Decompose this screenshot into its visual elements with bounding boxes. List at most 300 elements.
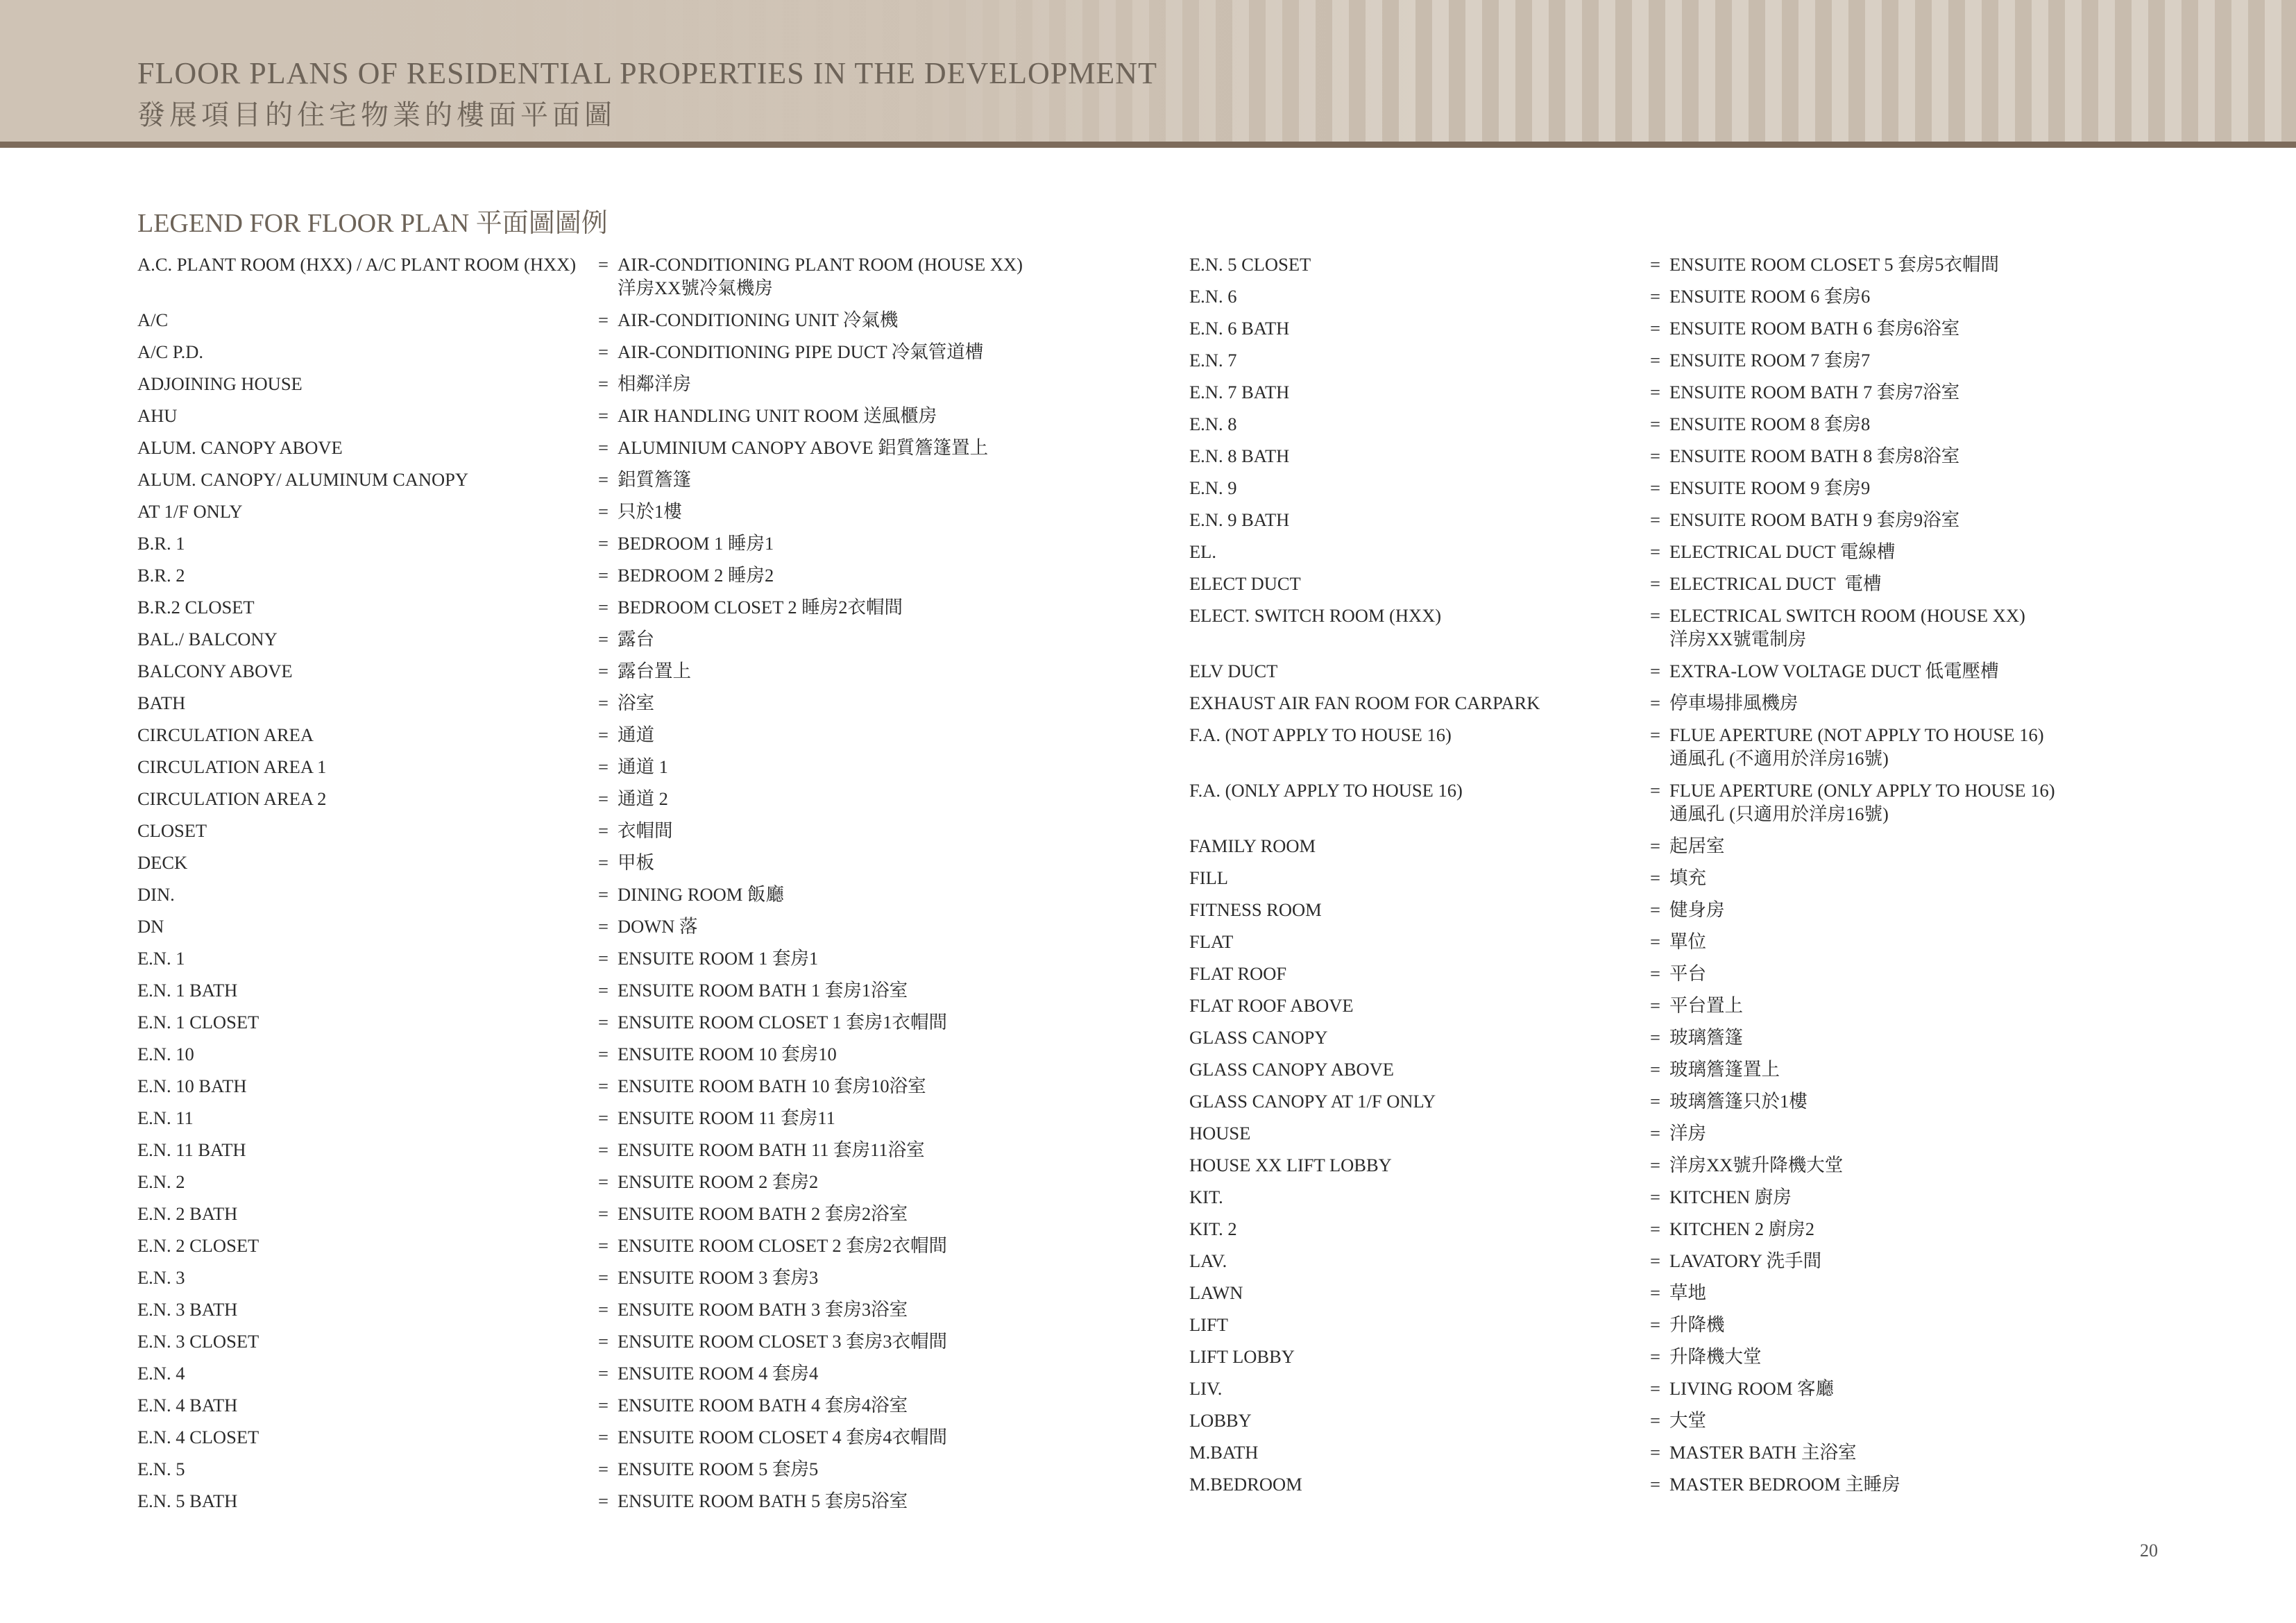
legend-term: FAMILY ROOM: [1189, 835, 1316, 856]
legend-equals-sign: =: [598, 1363, 609, 1384]
legend-equals-sign: =: [1650, 1314, 1660, 1335]
legend-equals-sign: =: [1650, 1187, 1660, 1207]
legend-equals-sign: =: [1650, 445, 1660, 466]
legend-entry: [1189, 1468, 2175, 1500]
legend-definition: ENSUITE ROOM 7 套房7: [1669, 350, 1871, 371]
legend-definition: 洋房XX號升降機大堂: [1669, 1155, 1844, 1175]
legend-term: A/C P.D.: [137, 341, 203, 362]
legend-entry: [1189, 344, 2175, 376]
legend-term: E.N. 3: [137, 1267, 185, 1288]
legend-entry: [1189, 600, 2175, 655]
legend-entry: [1189, 1181, 2175, 1213]
legend-term: LAV.: [1189, 1250, 1227, 1271]
legend-term: E.N. 10 BATH: [137, 1076, 247, 1096]
legend-entry: [1189, 894, 2175, 926]
legend-term: E.N. 8 BATH: [1189, 445, 1290, 466]
legend-equals-sign: =: [598, 341, 609, 362]
legend-definition: ENSUITE ROOM 8 套房8: [1669, 414, 1871, 434]
legend-definition: 健身房: [1669, 899, 1725, 920]
legend-entry: [137, 1389, 1157, 1421]
legend-definition: 通道 1: [618, 756, 668, 777]
legend-equals-sign: =: [598, 820, 609, 841]
legend-equals-sign: =: [1650, 414, 1660, 434]
legend-equals-sign: =: [598, 1235, 609, 1256]
legend-term: ADJOINING HOUSE: [137, 373, 303, 394]
legend-equals-sign: =: [1650, 661, 1660, 681]
legend-equals-sign: =: [1650, 1346, 1660, 1367]
legend-entry: [137, 1421, 1157, 1453]
legend-definition: 浴室: [618, 692, 654, 713]
legend-definition: ENSUITE ROOM 2 套房2: [618, 1171, 819, 1192]
legend-entry: [137, 1261, 1157, 1293]
legend-term: E.N. 7: [1189, 350, 1237, 371]
legend-term: LOBBY: [1189, 1410, 1252, 1431]
legend-entry: [1189, 862, 2175, 894]
legend-entry: [1189, 774, 2175, 830]
legend-equals-sign: =: [598, 533, 609, 554]
legend-entry: [137, 815, 1157, 847]
legend-definition: 起居室: [1669, 835, 1725, 856]
legend-term: ALUM. CANOPY ABOVE: [137, 437, 343, 458]
legend-equals-sign: =: [598, 1299, 609, 1320]
legend-entry: [137, 1102, 1157, 1134]
legend-entry: [1189, 504, 2175, 536]
legend-definition: ENSUITE ROOM BATH 10 套房10浴室: [618, 1076, 926, 1096]
legend-definition: ENSUITE ROOM 4 套房4: [618, 1363, 819, 1384]
legend-term: GLASS CANOPY ABOVE: [1189, 1059, 1394, 1080]
legend-entry: [137, 495, 1157, 527]
legend-term: E.N. 9: [1189, 477, 1237, 498]
legend-entry: [137, 464, 1157, 495]
legend-term: E.N. 4 BATH: [137, 1395, 238, 1416]
legend-equals-sign: =: [1650, 382, 1660, 402]
legend-term: DECK: [137, 852, 188, 873]
legend-term: E.N. 5 CLOSET: [1189, 254, 1311, 275]
legend-entry: [137, 527, 1157, 559]
legend-equals-sign: =: [598, 1203, 609, 1224]
legend-definition: 甲板: [618, 852, 654, 873]
legend-definition: 大堂: [1669, 1410, 1706, 1431]
legend-definition: AIR-CONDITIONING PLANT ROOM (HOUSE XX) 洋房XX號冷氣機房: [618, 254, 1023, 298]
legend-term: E.N. 1 BATH: [137, 980, 238, 1001]
legend-entry: [137, 751, 1157, 783]
legend-entry: [1189, 1309, 2175, 1341]
legend-term: E.N. 8: [1189, 414, 1237, 434]
legend-equals-sign: =: [598, 254, 609, 275]
header-divider: [0, 142, 2296, 148]
legend-term: GLASS CANOPY: [1189, 1027, 1328, 1048]
legend-entry: [1189, 830, 2175, 862]
legend-equals-sign: =: [598, 437, 609, 458]
legend-term: AT 1/F ONLY: [137, 501, 243, 522]
legend-entry: [137, 1230, 1157, 1261]
legend-entry: [1189, 1085, 2175, 1117]
legend-equals-sign: =: [598, 1331, 609, 1352]
legend-definition: 填充: [1669, 867, 1706, 888]
legend-equals-sign: =: [598, 1459, 609, 1479]
legend-entry: [137, 248, 1157, 304]
legend-equals-sign: =: [1650, 1410, 1660, 1431]
legend-term: FLAT ROOF: [1189, 963, 1287, 984]
legend-definition: 衣帽間: [618, 820, 673, 841]
legend-definition: 玻璃簷篷: [1669, 1027, 1743, 1048]
legend-term: DN: [137, 916, 164, 937]
legend-definition: EXTRA-LOW VOLTAGE DUCT 低電壓槽: [1669, 661, 1999, 681]
legend-term: E.N. 6: [1189, 286, 1237, 307]
legend-term: B.R.2 CLOSET: [137, 597, 255, 618]
legend-term: BAL./ BALCONY: [137, 629, 278, 649]
legend-term: E.N. 3 CLOSET: [137, 1331, 260, 1352]
legend-definition: 草地: [1669, 1282, 1706, 1303]
legend-term: BALCONY ABOVE: [137, 661, 293, 681]
legend-equals-sign: =: [1650, 1059, 1660, 1080]
legend-equals-sign: =: [1650, 1378, 1660, 1399]
legend-term: E.N. 11 BATH: [137, 1139, 246, 1160]
legend-definition: ENSUITE ROOM BATH 1 套房1浴室: [618, 980, 908, 1001]
legend-equals-sign: =: [1650, 1091, 1660, 1112]
legend-definition: ELECTRICAL SWITCH ROOM (HOUSE XX) 洋房XX號電制房: [1669, 605, 2025, 649]
legend-equals-sign: =: [598, 948, 609, 969]
legend-definition: ENSUITE ROOM BATH 2 套房2浴室: [618, 1203, 908, 1224]
page-title-en: FLOOR PLANS OF RESIDENTIAL PROPERTIES IN THE DEVELOPMENT: [137, 56, 1157, 90]
legend-term: E.N. 7 BATH: [1189, 382, 1290, 402]
legend-definition: DINING ROOM 飯廳: [618, 884, 784, 905]
legend-equals-sign: =: [598, 1076, 609, 1096]
legend-entry: [137, 1006, 1157, 1038]
legend-equals-sign: =: [598, 1171, 609, 1192]
legend-term: F.A. (ONLY APPLY TO HOUSE 16): [1189, 780, 1463, 801]
legend-column-right: [1189, 248, 2175, 1500]
legend-entry: [1189, 248, 2175, 280]
legend-equals-sign: =: [598, 916, 609, 937]
legend-entry: [1189, 1149, 2175, 1181]
legend-definition: ENSUITE ROOM 6 套房6: [1669, 286, 1871, 307]
legend-entry: [1189, 1245, 2175, 1277]
legend-definition: BEDROOM 1 睡房1: [618, 533, 774, 554]
legend-term: DIN.: [137, 884, 175, 905]
legend-entry: [1189, 312, 2175, 344]
legend-term: CIRCULATION AREA 2: [137, 788, 327, 809]
legend-equals-sign: =: [598, 1044, 609, 1064]
legend-column-left: [137, 248, 1157, 1517]
legend-entry: [137, 1485, 1157, 1517]
legend-equals-sign: =: [1650, 780, 1660, 801]
legend-definition: ENSUITE ROOM BATH 9 套房9浴室: [1669, 509, 1960, 530]
legend-term: E.N. 11: [137, 1107, 194, 1128]
legend-definition: ENSUITE ROOM 1 套房1: [618, 948, 819, 969]
legend-definition: AIR-CONDITIONING UNIT 冷氣機: [618, 309, 899, 330]
legend-term: FLAT: [1189, 931, 1234, 952]
legend-equals-sign: =: [598, 756, 609, 777]
legend-term: B.R. 1: [137, 533, 185, 554]
legend-entry: [137, 655, 1157, 687]
legend-entry: [1189, 1404, 2175, 1436]
legend-definition: 玻璃簷篷置上: [1669, 1059, 1780, 1080]
legend-term: GLASS CANOPY AT 1/F ONLY: [1189, 1091, 1436, 1112]
legend-equals-sign: =: [1650, 1218, 1660, 1239]
legend-term: A.C. PLANT ROOM (HXX) / A/C PLANT ROOM (HXX): [137, 254, 577, 275]
legend-equals-sign: =: [598, 788, 609, 809]
legend-equals-sign: =: [1650, 318, 1660, 339]
legend-term: KIT. 2: [1189, 1218, 1237, 1239]
legend-term: E.N. 5 BATH: [137, 1490, 238, 1511]
legend-equals-sign: =: [598, 884, 609, 905]
legend-equals-sign: =: [1650, 573, 1660, 594]
legend-definition: 相鄰洋房: [618, 373, 691, 394]
legend-entry: [1189, 568, 2175, 600]
legend-entry: [137, 1357, 1157, 1389]
legend-definition: ALUMINIUM CANOPY ABOVE 鋁質簷篷置上: [618, 437, 989, 458]
legend-term: M.BATH: [1189, 1442, 1259, 1463]
legend-definition: ENSUITE ROOM CLOSET 4 套房4衣帽間: [618, 1427, 948, 1447]
legend-term: EL.: [1189, 541, 1216, 562]
legend-entry: [1189, 280, 2175, 312]
legend-entry: [137, 1070, 1157, 1102]
legend-term: ALUM. CANOPY/ ALUMINUM CANOPY: [137, 469, 469, 490]
legend-definition: 平台置上: [1669, 995, 1743, 1016]
legend-definition: 升降機大堂: [1669, 1346, 1762, 1367]
legend-term: E.N. 1 CLOSET: [137, 1012, 260, 1033]
legend-definition: 洋房: [1669, 1123, 1706, 1144]
legend-entry: [137, 783, 1157, 815]
legend-entry: [1189, 926, 2175, 958]
legend-definition: ENSUITE ROOM BATH 11 套房11浴室: [618, 1139, 925, 1160]
legend-entry: [137, 336, 1157, 368]
legend-definition: ENSUITE ROOM 9 套房9: [1669, 477, 1871, 498]
legend-term: LAWN: [1189, 1282, 1243, 1303]
legend-definition: ENSUITE ROOM BATH 8 套房8浴室: [1669, 445, 1960, 466]
page-header: [0, 0, 2296, 142]
legend-definition: 通道 2: [618, 788, 668, 809]
legend-definition: MASTER BATH 主浴室: [1669, 1442, 1857, 1463]
legend-equals-sign: =: [598, 309, 609, 330]
legend-entry: [137, 559, 1157, 591]
legend-definition: 單位: [1669, 931, 1706, 952]
legend-equals-sign: =: [598, 597, 609, 618]
legend-equals-sign: =: [1650, 724, 1660, 745]
legend-definition: ENSUITE ROOM BATH 5 套房5浴室: [618, 1490, 908, 1511]
legend-equals-sign: =: [1650, 509, 1660, 530]
legend-equals-sign: =: [1650, 1027, 1660, 1048]
legend-equals-sign: =: [598, 565, 609, 586]
legend-equals-sign: =: [1650, 286, 1660, 307]
legend-entry: [137, 400, 1157, 432]
legend-equals-sign: =: [1650, 350, 1660, 371]
legend-term: E.N. 4: [137, 1363, 185, 1384]
legend-entry: [137, 878, 1157, 910]
legend-entry: [1189, 1117, 2175, 1149]
legend-definition: 露台: [618, 629, 654, 649]
legend-equals-sign: =: [598, 980, 609, 1001]
legend-definition: ENSUITE ROOM CLOSET 2 套房2衣帽間: [618, 1235, 948, 1256]
legend-entry: [1189, 376, 2175, 408]
legend-entry: [137, 910, 1157, 942]
legend-term: FLAT ROOF ABOVE: [1189, 995, 1354, 1016]
legend-definition: 平台: [1669, 963, 1706, 984]
legend-entry: [1189, 1436, 2175, 1468]
page-title-zh: 發展項目的住宅物業的樓面平面圖: [137, 99, 616, 130]
legend-entry: [137, 942, 1157, 974]
legend-entry: [137, 687, 1157, 719]
legend-equals-sign: =: [598, 1490, 609, 1511]
legend-equals-sign: =: [598, 629, 609, 649]
legend-equals-sign: =: [598, 852, 609, 873]
legend-definition: ENSUITE ROOM BATH 7 套房7浴室: [1669, 382, 1960, 402]
legend-entry: [1189, 1277, 2175, 1309]
legend-definition: 通道: [618, 724, 654, 745]
legend-equals-sign: =: [1650, 995, 1660, 1016]
legend-definition: ENSUITE ROOM BATH 4 套房4浴室: [618, 1395, 908, 1416]
legend-equals-sign: =: [1650, 963, 1660, 984]
legend-definition: LAVATORY 洗手間: [1669, 1250, 1822, 1271]
legend-entry: [1189, 440, 2175, 472]
legend-definition: LIVING ROOM 客廳: [1669, 1378, 1835, 1399]
legend-entry: [137, 719, 1157, 751]
legend-equals-sign: =: [598, 373, 609, 394]
legend-definition: KITCHEN 2 廚房2: [1669, 1218, 1815, 1239]
legend-equals-sign: =: [598, 1427, 609, 1447]
legend-entry: [137, 1166, 1157, 1198]
legend-equals-sign: =: [1650, 1442, 1660, 1463]
legend-entry: [1189, 1021, 2175, 1053]
legend-equals-sign: =: [1650, 1282, 1660, 1303]
legend-term: FILL: [1189, 867, 1228, 888]
legend-definition: 露台置上: [618, 661, 691, 681]
legend-equals-sign: =: [598, 1395, 609, 1416]
legend-equals-sign: =: [598, 469, 609, 490]
legend-equals-sign: =: [598, 405, 609, 426]
legend-definition: 鋁質簷篷: [618, 469, 691, 490]
legend-term: F.A. (NOT APPLY TO HOUSE 16): [1189, 724, 1452, 745]
legend-definition: KITCHEN 廚房: [1669, 1187, 1792, 1207]
legend-entry: [1189, 719, 2175, 774]
legend-definition: ENSUITE ROOM BATH 3 套房3浴室: [618, 1299, 908, 1320]
legend-term: LIFT: [1189, 1314, 1228, 1335]
legend-term: E.N. 1: [137, 948, 185, 969]
legend-entry: [137, 591, 1157, 623]
legend-definition: 升降機: [1669, 1314, 1725, 1335]
legend-definition: ENSUITE ROOM CLOSET 3 套房3衣帽間: [618, 1331, 948, 1352]
legend-entry: [1189, 655, 2175, 687]
legend-entry: [1189, 1341, 2175, 1373]
legend-term: FITNESS ROOM: [1189, 899, 1322, 920]
legend-term: AHU: [137, 405, 178, 426]
legend-definition: FLUE APERTURE (NOT APPLY TO HOUSE 16) 通風孔 (不適用於洋房16號): [1669, 724, 2044, 769]
legend-equals-sign: =: [1650, 1250, 1660, 1271]
legend-term: LIFT LOBBY: [1189, 1346, 1295, 1367]
legend-entry: [137, 304, 1157, 336]
legend-equals-sign: =: [598, 724, 609, 745]
legend-entry: [1189, 536, 2175, 568]
legend-definition: ENSUITE ROOM 11 套房11: [618, 1107, 835, 1128]
legend-equals-sign: =: [1650, 254, 1660, 275]
legend-term: BATH: [137, 692, 186, 713]
legend-definition: ELECTRICAL DUCT 電線槽: [1669, 541, 1896, 562]
legend-equals-sign: =: [598, 1107, 609, 1128]
legend-definition: DOWN 落: [618, 916, 698, 937]
legend-entry: [137, 368, 1157, 400]
legend-equals-sign: =: [1650, 605, 1660, 626]
legend-entry: [137, 847, 1157, 878]
legend-equals-sign: =: [598, 1139, 609, 1160]
legend-entry: [137, 1038, 1157, 1070]
legend-definition: 只於1樓: [618, 501, 682, 522]
legend-term: B.R. 2: [137, 565, 185, 586]
legend-definition: BEDROOM 2 睡房2: [618, 565, 774, 586]
legend-equals-sign: =: [598, 661, 609, 681]
legend-definition: AIR-CONDITIONING PIPE DUCT 冷氣管道槽: [618, 341, 984, 362]
legend-definition: FLUE APERTURE (ONLY APPLY TO HOUSE 16) 通風孔 (只適用於洋房16號): [1669, 780, 2055, 824]
legend-entry: [137, 432, 1157, 464]
legend-equals-sign: =: [1650, 867, 1660, 888]
legend-definition: ENSUITE ROOM CLOSET 5 套房5衣帽間: [1669, 254, 2000, 275]
legend-entry: [1189, 989, 2175, 1021]
legend-equals-sign: =: [1650, 477, 1660, 498]
legend-entry: [137, 1134, 1157, 1166]
legend-entry: [1189, 408, 2175, 440]
legend-equals-sign: =: [1650, 1123, 1660, 1144]
legend-definition: ENSUITE ROOM 10 套房10: [618, 1044, 837, 1064]
legend-term: KIT.: [1189, 1187, 1223, 1207]
legend-term: E.N. 10: [137, 1044, 194, 1064]
legend-term: E.N. 2: [137, 1171, 185, 1192]
legend-entry: [137, 623, 1157, 655]
legend-equals-sign: =: [598, 501, 609, 522]
legend-definition: ENSUITE ROOM BATH 6 套房6浴室: [1669, 318, 1960, 339]
legend-term: ELECT. SWITCH ROOM (HXX): [1189, 605, 1442, 626]
legend-term: E.N. 4 CLOSET: [137, 1427, 260, 1447]
legend-term: LIV.: [1189, 1378, 1223, 1399]
legend-entry: [137, 1293, 1157, 1325]
legend-equals-sign: =: [598, 692, 609, 713]
legend-term: M.BEDROOM: [1189, 1474, 1302, 1495]
legend-term: E.N. 6 BATH: [1189, 318, 1290, 339]
page-number: 20: [2140, 1540, 2158, 1561]
legend-equals-sign: =: [1650, 692, 1660, 713]
legend-definition: ENSUITE ROOM CLOSET 1 套房1衣帽間: [618, 1012, 948, 1033]
legend-entry: [1189, 472, 2175, 504]
legend-definition: ENSUITE ROOM 3 套房3: [618, 1267, 819, 1288]
legend-term: ELECT DUCT: [1189, 573, 1301, 594]
legend-term: E.N. 3 BATH: [137, 1299, 238, 1320]
legend-definition: ELECTRICAL DUCT 電槽: [1669, 573, 1882, 594]
legend-equals-sign: =: [1650, 1155, 1660, 1175]
legend-entry: [137, 1325, 1157, 1357]
legend-term: EXHAUST AIR FAN ROOM FOR CARPARK: [1189, 692, 1540, 713]
legend-title: LEGEND FOR FLOOR PLAN 平面圖圖例: [137, 209, 608, 238]
legend-entry: [137, 1198, 1157, 1230]
legend-term: E.N. 2 BATH: [137, 1203, 238, 1224]
legend-entry: [1189, 1053, 2175, 1085]
legend-term: HOUSE: [1189, 1123, 1251, 1144]
legend-equals-sign: =: [598, 1012, 609, 1033]
legend-term: HOUSE XX LIFT LOBBY: [1189, 1155, 1392, 1175]
legend-term: E.N. 5: [137, 1459, 185, 1479]
legend-term: A/C: [137, 309, 169, 330]
legend-entry: [137, 974, 1157, 1006]
legend-equals-sign: =: [1650, 541, 1660, 562]
legend-entry: [1189, 1213, 2175, 1245]
legend-entry: [1189, 1373, 2175, 1404]
legend-term: ELV DUCT: [1189, 661, 1278, 681]
legend-term: E.N. 9 BATH: [1189, 509, 1290, 530]
legend-definition: 停車場排風機房: [1669, 692, 1798, 713]
legend-equals-sign: =: [1650, 899, 1660, 920]
legend-equals-sign: =: [1650, 1474, 1660, 1495]
legend-definition: 玻璃簷篷只於1樓: [1669, 1091, 1808, 1112]
legend-term: E.N. 2 CLOSET: [137, 1235, 260, 1256]
legend-definition: MASTER BEDROOM 主睡房: [1669, 1474, 1900, 1495]
